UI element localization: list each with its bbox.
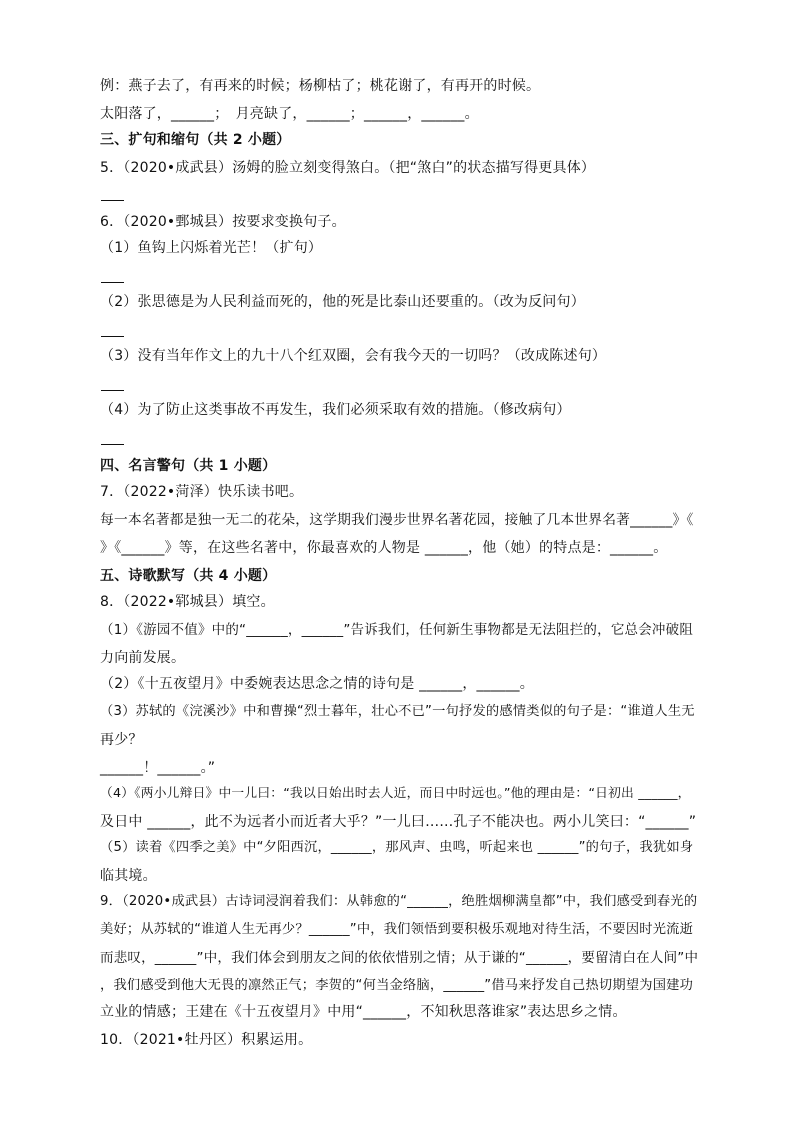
question-10: 10．（2021•牡丹区）积累运用。 xyxy=(100,1032,313,1048)
section-heading-3: 三、扩句和缩句（共 2 小题） xyxy=(100,132,291,148)
question-5: 5．（2020•成武县）汤姆的脸立刻变得煞白。（把“煞白”的状态描写得更具体） xyxy=(100,160,596,176)
question-8-part-4-cont: 及日中 ______，此不为远者小而近者大乎？”一儿曰……孔子不能决也。两小儿笑曰：“______” xyxy=(100,814,697,830)
question-8-part-1: （1）《游园不值》中的“______，______”告诉我们，任何新生事物都是无法阻拦的，它总会冲破阻 xyxy=(100,622,694,638)
question-9: 9．（2020•成武县）古诗词浸润着我们：从韩愈的“______，绝胜烟柳满皇都”中，我们感受到春光的 xyxy=(100,894,698,909)
imitation-sentence: 太阳落了，______； 月亮缺了，______；______，______。 xyxy=(100,106,479,122)
question-6-part-3: （3）没有当年作文上的九十八个红双圈，会有我今天的一切吗？（改成陈述句） xyxy=(100,348,607,364)
question-6-part-2: （2）张思德是为人民利益而死的，他的死是比泰山还要重的。（改为反问句） xyxy=(100,294,585,310)
question-7-line-1: 每一本名著都是独一无二的花朵，这学期我们漫步世界名著花园，接触了几本世界名著______》《 xyxy=(100,512,694,528)
answer-line-q5 xyxy=(101,200,124,201)
question-6-part-1: （1）鱼钩上闪烁着光芒！（扩句） xyxy=(100,240,323,256)
answer-line-q6-2 xyxy=(101,336,124,337)
question-7-line-2: 》《______》等，在这些名著中，你最喜欢的人物是 ______，他（她）的特点是：______。 xyxy=(100,540,668,556)
question-8-part-3-blanks: ______！______。” xyxy=(100,760,216,776)
question-8-part-2: （2）《十五夜望月》中委婉表达思念之情的诗句是 ______，______。 xyxy=(100,676,534,692)
question-8: 8．（2022•郓城县）填空。 xyxy=(100,594,275,610)
question-8-part-4: （4）《两小儿辩日》中一儿曰：“我以日始出时去人近，而日中时远也。”他的理由是：“日初出 ______， xyxy=(100,786,691,801)
question-8-part-3: （3）苏轼的《浣溪沙》中和曹操“烈士暮年，壮心不已”一句抒发的感情类似的句子是：“谁道人生无 xyxy=(100,704,695,719)
question-9-line-5: 立业的情感；王建在《十五夜望月》中用“______，不知秋思落谁家”表达思乡之情。 xyxy=(100,1004,627,1020)
question-8-part-3-cont: 再少？ xyxy=(100,732,143,748)
answer-line-q6-4 xyxy=(101,444,124,445)
question-8-part-1-cont: 力向前发展。 xyxy=(100,650,186,666)
answer-line-q6-3 xyxy=(101,390,124,391)
question-9-line-4: ，我们感受到他大无畏的凛然正气；李贺的“何当金络脑，______”借马来抒发自己热切期望为国建功 xyxy=(100,978,694,993)
question-8-part-5: （5）读着《四季之美》中“夕阳西沉，______，那风声、虫鸣，听起来也 ______”的句子，我犹如身 xyxy=(100,840,694,855)
question-6-part-4: （4）为了防止这类事故不再发生，我们必须采取有效的措施。（修改病句） xyxy=(100,402,571,418)
section-heading-4: 四、名言警句（共 1 小题） xyxy=(100,458,277,474)
question-8-part-5-cont: 临其境。 xyxy=(100,868,157,884)
question-6: 6．（2020•鄄城县）按要求变换句子。 xyxy=(100,214,346,230)
section-heading-5: 五、诗歌默写（共 4 小题） xyxy=(100,568,277,584)
answer-line-q6-1 xyxy=(101,282,124,283)
question-9-line-3: 而悲叹，______”中，我们体会到朋友之间的依依惜别之情；从于谦的“______，要留清白在人间”中 xyxy=(100,950,699,966)
question-9-line-2: 美好；从苏轼的“谁道人生无再少？______”中，我们领悟到要积极乐观地对待生活，不要因时光流逝 xyxy=(100,922,694,937)
example-sentence: 例：燕子去了，有再来的时候；杨柳枯了；桃花谢了，有再开的时候。 xyxy=(100,78,541,94)
question-7: 7．（2022•菏泽）快乐读书吧。 xyxy=(100,484,304,500)
